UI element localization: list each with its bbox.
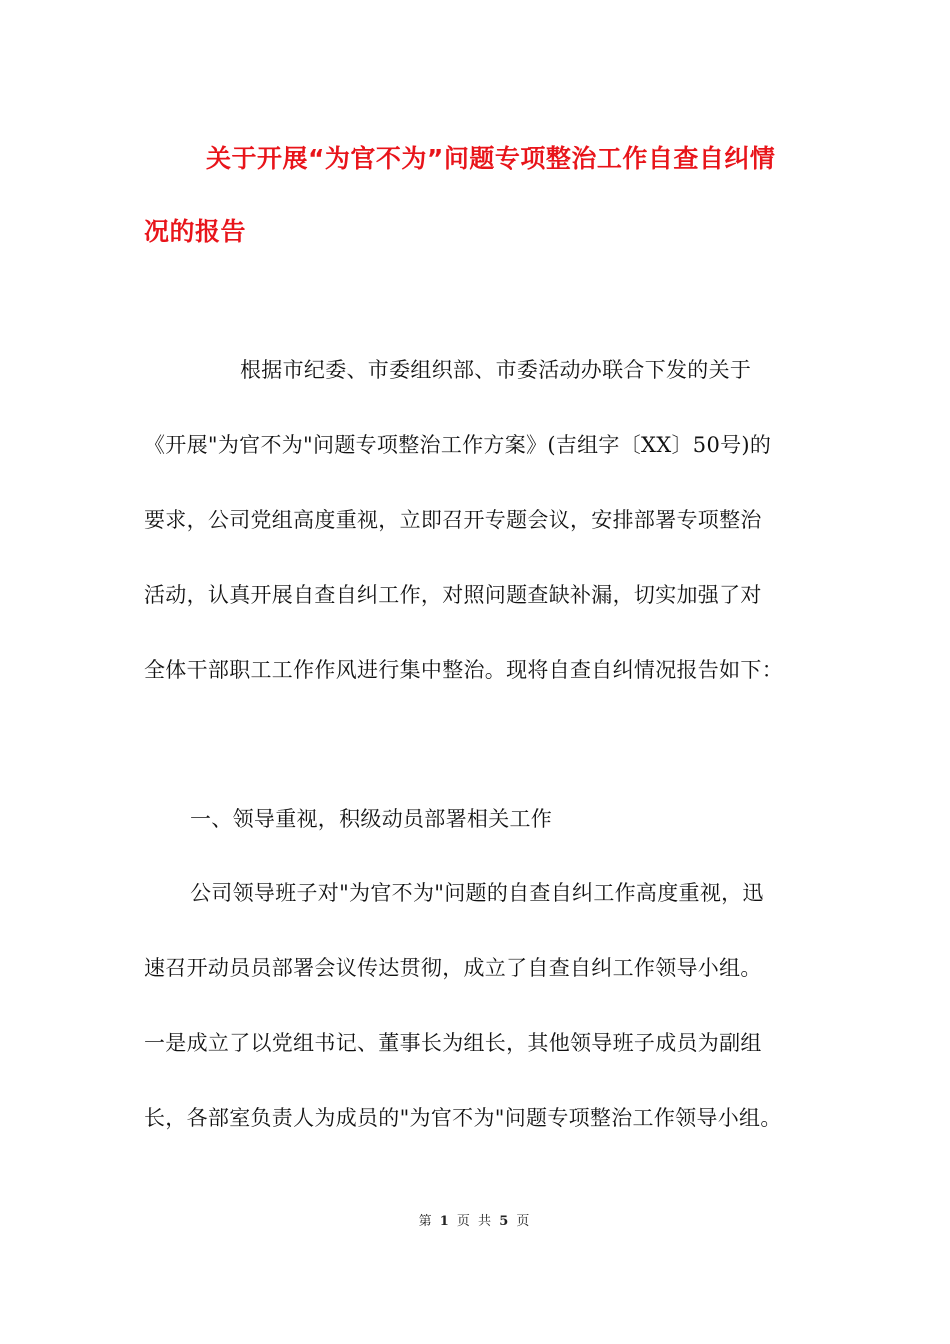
section-1-line-1: 公司领导班子对"为官不为"问题的自查自纠工作高度重视，迅 bbox=[190, 881, 764, 905]
report-title-line-2: 况的报告 bbox=[144, 217, 247, 246]
footer-current-page: 1 bbox=[439, 1214, 451, 1229]
section-1-line-2: 速召开动员员部署会议传达贯彻，成立了自查自纠工作领导小组。 bbox=[144, 956, 762, 980]
intro-line-2: 《开展"为官不为"问题专项整治工作方案》(吉组字〔XX〕50号)的 bbox=[144, 433, 772, 457]
footer-suffix: 页 bbox=[516, 1214, 532, 1229]
section-1-line-4: 长，各部室负责人为成员的"为官不为"问题专项整治工作领导小组。 bbox=[144, 1106, 782, 1130]
footer-total-pages: 5 bbox=[499, 1214, 511, 1229]
report-title-line-1: 关于开展“为官不为”问题专项整治工作自查自纠情 bbox=[206, 144, 776, 173]
section-1-heading: 一、领导重视，积级动员部署相关工作 bbox=[190, 807, 553, 831]
footer-prefix: 第 bbox=[418, 1214, 434, 1229]
intro-line-3: 要求，公司党组高度重视，立即召开专题会议，安排部署专项整治 bbox=[144, 508, 762, 532]
section-1-line-3: 一是成立了以党组书记、董事长为组长，其他领导班子成员为副组 bbox=[144, 1031, 762, 1055]
footer-middle: 页 共 bbox=[456, 1214, 494, 1229]
page-footer bbox=[0, 1210, 950, 1229]
intro-line-1: 根据市纪委、市委组织部、市委活动办联合下发的关于 bbox=[240, 358, 752, 382]
intro-line-5: 全体干部职工工作作风进行集中整治。现将自查自纠情况报告如下： bbox=[144, 658, 783, 682]
intro-line-4: 活动，认真开展自查自纠工作，对照问题查缺补漏，切实加强了对 bbox=[144, 583, 762, 607]
